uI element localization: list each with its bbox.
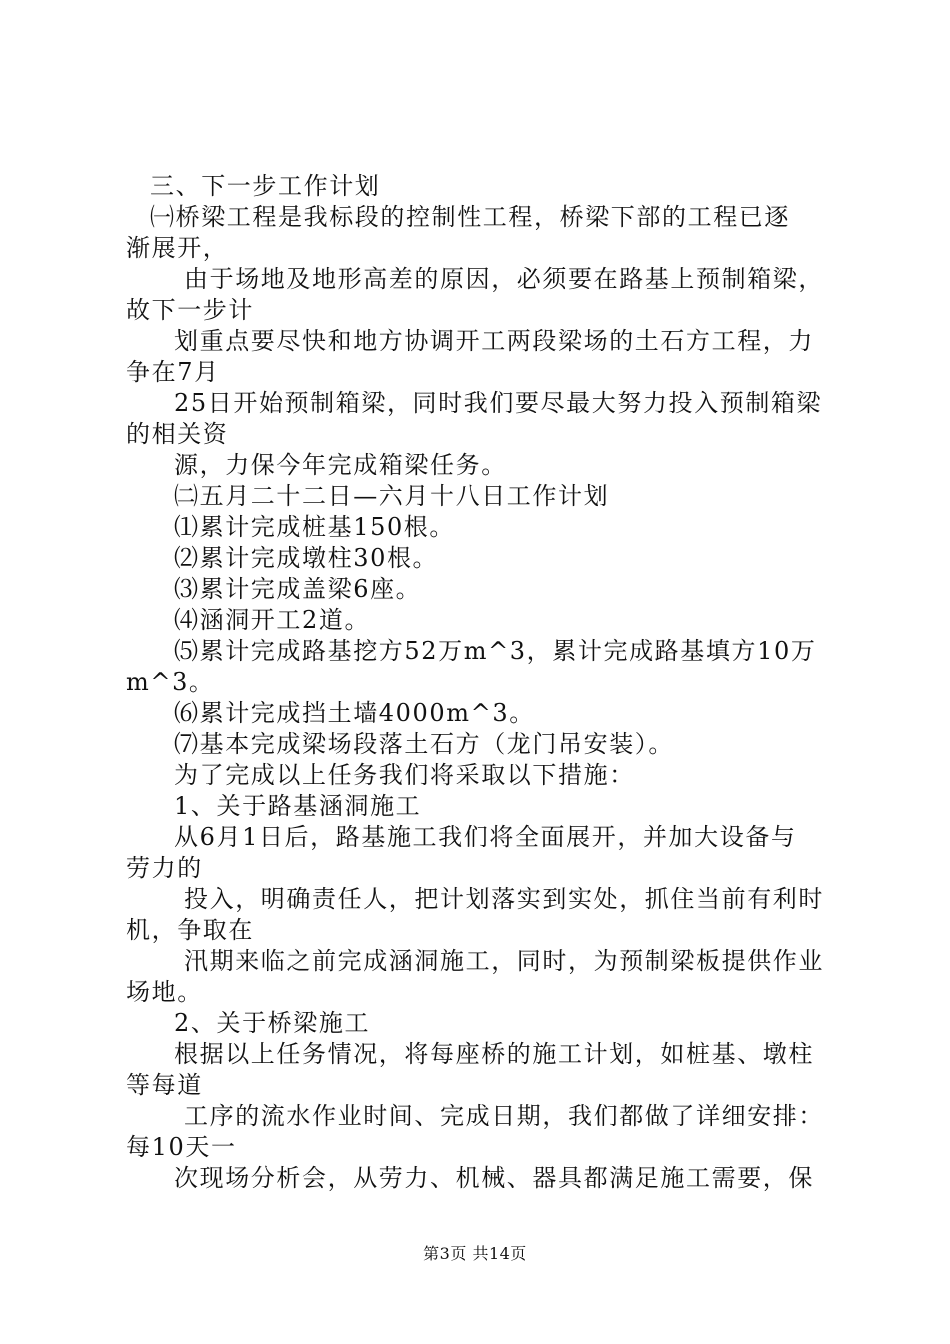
list-item: ⑸累计完成路基挖方52万m^3，累计完成路基填方10万 [174,637,817,665]
text-line: m^3。 [126,668,215,696]
text-line: 渐展开， [126,234,229,262]
text-line: 根据以上任务情况，将每座桥的施工计划，如桩基、墩柱 [174,1040,814,1068]
text-line: 汛期来临之前完成涵洞施工，同时，为预制梁板提供作业 [184,947,824,975]
subsection-heading: 1、关于路基涵洞施工 [174,792,422,820]
text-line: 从6月1日后，路基施工我们将全面展开，并加大设备与 [174,823,797,851]
list-item: ⑹累计完成挡土墙4000m^3。 [174,699,535,727]
list-item: ⑶累计完成盖梁6座。 [174,575,422,603]
text-line: 由于场地及地形高差的原因，必须要在路基上预制箱梁， [184,265,824,293]
text-line: 劳力的 [126,854,203,882]
page-number-footer: 第3页 共14页 [423,1244,527,1263]
text-line: 故下一步计 [126,296,254,324]
text-line: 次现场分析会，从劳力、机械、器具都满足施工需要，保 [174,1164,814,1192]
text-line: 争在7月 [126,358,220,386]
text-line: 25日开始预制箱梁，同时我们要尽最大努力投入预制箱梁 [174,389,823,417]
list-item: ⑵累计完成墩柱30根。 [174,544,439,572]
subsection-heading: ㈡五月二十二日—六月十八日工作计划 [174,482,610,510]
text-line: 为了完成以上任务我们将采取以下措施： [174,761,635,789]
text-line: 场地。 [126,978,203,1006]
text-line: 划重点要尽快和地方协调开工两段梁场的土石方工程，力 [174,327,814,355]
text-line: 源，力保今年完成箱梁任务。 [174,451,507,479]
list-item: ⑺基本完成梁场段落土石方（龙门吊安装）。 [174,730,674,758]
section-heading: 三、下一步工作计划 [150,172,381,200]
text-line: 工序的流水作业时间、完成日期，我们都做了详细安排： [184,1102,824,1130]
list-item: ⑴累计完成桩基150根。 [174,513,456,541]
text-line: 机，争取在 [126,916,254,944]
text-line: 等每道 [126,1071,203,1099]
text-line: 每10天一 [126,1133,237,1161]
text-line: 投入，明确责任人，把计划落实到实处，抓住当前有利时 [184,885,824,913]
text-line: ㈠桥梁工程是我标段的控制性工程，桥梁下部的工程已逐 [150,203,790,231]
document-body [126,171,836,1194]
list-item: ⑷涵洞开工2道。 [174,606,371,634]
text-line: 的相关资 [126,420,229,448]
subsection-heading: 2、关于桥梁施工 [174,1009,371,1037]
